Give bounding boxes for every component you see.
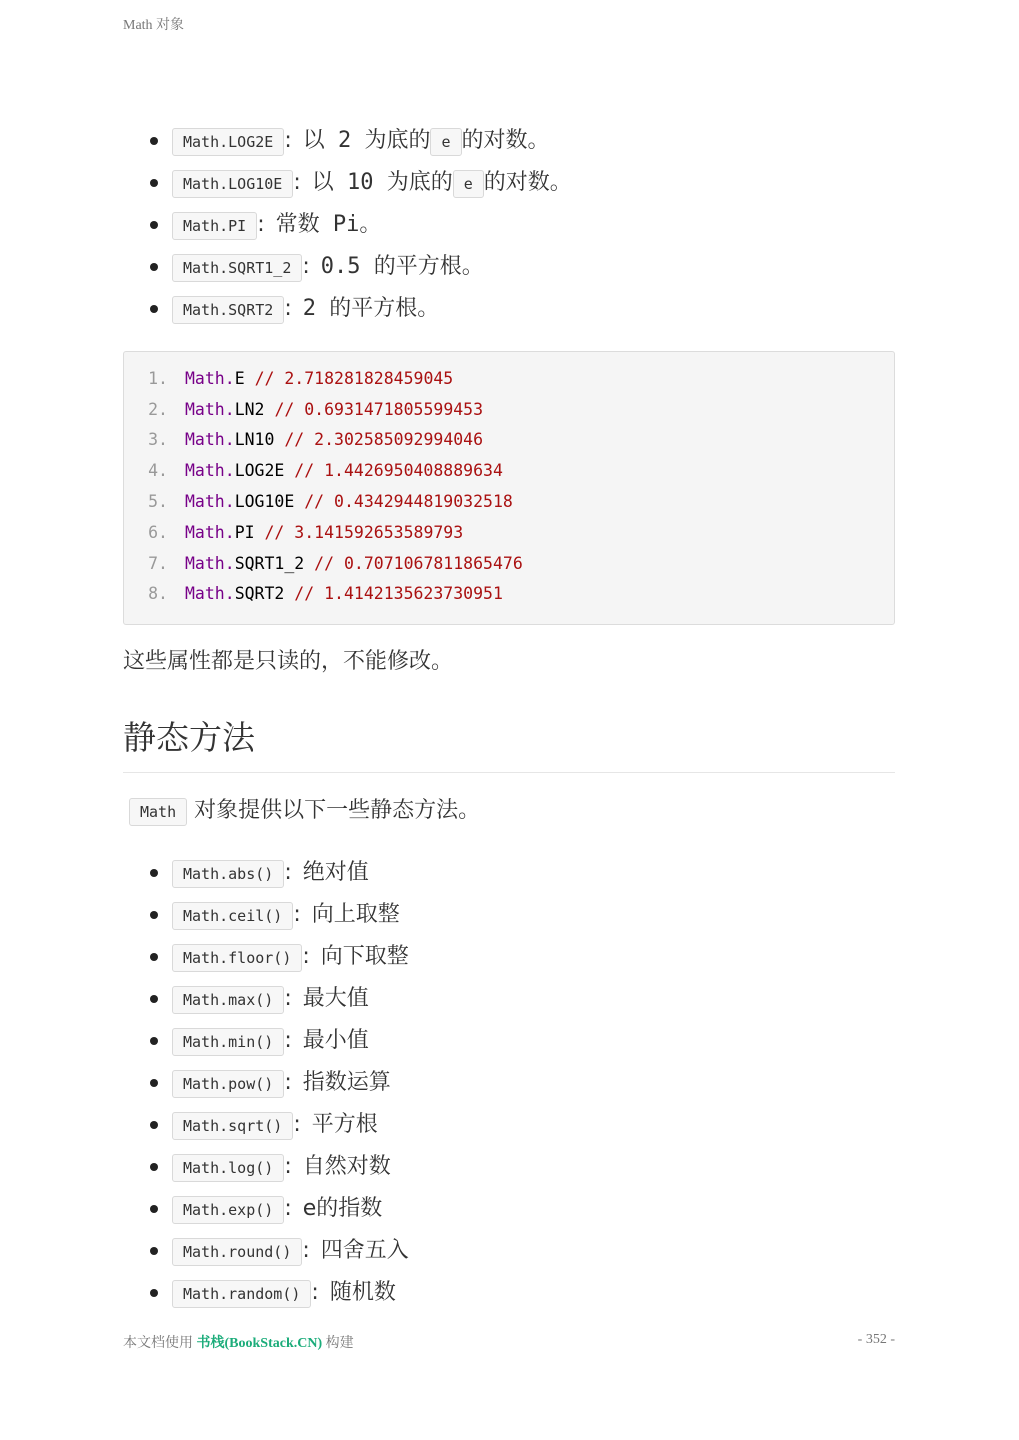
item-description-suffix: 的对数。 [483, 170, 572, 195]
item-description: 0.5 的平方根。 [320, 254, 484, 279]
code-comment: // 0.7071067811865476 [314, 554, 523, 573]
inline-code: Math.min() [172, 1028, 284, 1056]
page-number: - 352 - [857, 1332, 895, 1347]
list-item: Math.pow() : 指数运算 [123, 1062, 895, 1104]
inline-code: Math.LOG2E [172, 128, 284, 156]
item-description: 绝对值 [302, 860, 369, 885]
code-property: E [234, 369, 245, 388]
list-item: Math.abs() : 绝对值 [123, 852, 895, 894]
code-property: LN2 [234, 400, 265, 419]
code-dot: . [224, 369, 235, 388]
code-comment: // 1.4142135623730951 [294, 584, 503, 603]
item-description: 常数 Pi。 [275, 212, 382, 237]
bullet-icon [150, 953, 158, 961]
inline-code: Math.LOG10E [172, 170, 293, 198]
methods-intro [129, 796, 480, 827]
bullet-icon [150, 221, 158, 229]
code-object: Math [185, 584, 225, 603]
list-item: Math.LOG10E : 以 10 为底的 e 的对数。 [123, 162, 895, 204]
item-description: 自然对数 [302, 1154, 391, 1179]
code-object: Math [185, 430, 225, 449]
methods-intro-text: 对象提供以下一些静态方法。 [194, 798, 481, 823]
list-item: Math.SQRT1_2 : 0.5 的平方根。 [123, 246, 895, 288]
code-line [124, 518, 463, 548]
footer-prefix: 本文档使用 [123, 1336, 193, 1351]
inline-code: Math.round() [172, 1238, 302, 1266]
item-description: 随机数 [329, 1280, 396, 1305]
code-dot: . [224, 523, 235, 542]
inline-code: Math.PI [172, 212, 257, 240]
line-number: 8. [148, 584, 168, 603]
footer-suffix: 构建 [325, 1336, 354, 1351]
inline-code: Math.SQRT1_2 [172, 254, 302, 282]
code-object: Math [185, 461, 225, 480]
line-number: 4. [148, 461, 168, 480]
list-item: Math.ceil() : 向上取整 [123, 894, 895, 936]
code-comment: // 2.718281828459045 [254, 369, 454, 388]
inline-code: e [430, 128, 461, 156]
code-line [124, 487, 513, 517]
inline-code: Math.exp() [172, 1196, 284, 1224]
bullet-icon [150, 911, 158, 919]
bullet-icon [150, 179, 158, 187]
list-item: Math.min() : 最小值 [123, 1020, 895, 1062]
running-header: Math 对象 [123, 18, 185, 33]
line-number: 3. [148, 430, 168, 449]
list-item: Math.PI : 常数 Pi。 [123, 204, 895, 246]
code-dot: . [224, 400, 235, 419]
line-number: 5. [148, 492, 168, 511]
code-object: Math [185, 369, 225, 388]
item-description: 2 的平方根。 [302, 296, 440, 321]
item-description: e的指数 [302, 1196, 383, 1221]
code-property: LOG2E [234, 461, 285, 480]
inline-code: Math.log() [172, 1154, 284, 1182]
code-comment: // 2.302585092994046 [284, 430, 484, 449]
line-number: 6. [148, 523, 168, 542]
inline-code: Math [129, 798, 187, 826]
inline-code: Math.SQRT2 [172, 296, 284, 324]
code-comment: // 0.6931471805599453 [274, 400, 484, 419]
inline-code: Math.random() [172, 1280, 311, 1308]
readonly-note: 这些属性都是只读的，不能修改。 [123, 649, 454, 674]
item-description: 最大值 [302, 986, 369, 1011]
inline-code: Math.pow() [172, 1070, 284, 1098]
item-description: 四舍五入 [320, 1238, 409, 1263]
constants-list [123, 120, 895, 330]
code-line [124, 364, 453, 394]
list-item: Math.exp() : e的指数 [123, 1188, 895, 1230]
bullet-icon [150, 1037, 158, 1045]
list-item: Math.SQRT2 : 2 的平方根。 [123, 288, 895, 330]
code-line [124, 579, 503, 609]
code-object: Math [185, 492, 225, 511]
code-comment: // 0.4342944819032518 [304, 492, 513, 511]
code-property: SQRT1_2 [234, 554, 305, 573]
code-property: LN10 [234, 430, 275, 449]
section-heading: 静态方法 [123, 716, 895, 773]
code-dot: . [224, 554, 235, 573]
methods-list [123, 852, 895, 1314]
item-description: 以 10 为底的 [311, 170, 453, 195]
line-number: 1. [148, 369, 168, 388]
code-object: Math [185, 554, 225, 573]
code-block [123, 351, 895, 625]
bullet-icon [150, 1205, 158, 1213]
code-object: Math [185, 400, 225, 419]
inline-code: Math.abs() [172, 860, 284, 888]
list-item: Math.log() : 自然对数 [123, 1146, 895, 1188]
list-item: Math.sqrt() : 平方根 [123, 1104, 895, 1146]
line-number: 2. [148, 400, 168, 419]
code-line [124, 456, 503, 486]
list-item: Math.random() : 随机数 [123, 1272, 895, 1314]
bullet-icon [150, 995, 158, 1003]
code-dot: . [224, 461, 235, 480]
bullet-icon [150, 1289, 158, 1297]
list-item: Math.max() : 最大值 [123, 978, 895, 1020]
code-property: LOG10E [234, 492, 295, 511]
bullet-icon [150, 1163, 158, 1171]
brand-link[interactable]: 书栈(BookStack.CN) [196, 1336, 323, 1351]
list-item: Math.round() : 四舍五入 [123, 1230, 895, 1272]
bullet-icon [150, 1121, 158, 1129]
code-comment: // 1.4426950408889634 [294, 461, 503, 480]
bullet-icon [150, 305, 158, 313]
inline-code: Math.ceil() [172, 902, 293, 930]
code-dot: . [224, 430, 235, 449]
inline-code: Math.sqrt() [172, 1112, 293, 1140]
item-description: 平方根 [311, 1112, 378, 1137]
code-property: SQRT2 [234, 584, 285, 603]
code-dot: . [224, 492, 235, 511]
item-description: 以 2 为底的 [302, 128, 431, 153]
code-object: Math [185, 523, 225, 542]
item-description: 向上取整 [311, 902, 400, 927]
bullet-icon [150, 1079, 158, 1087]
code-dot: . [224, 584, 235, 603]
bullet-icon [150, 869, 158, 877]
inline-code: Math.max() [172, 986, 284, 1014]
bullet-icon [150, 137, 158, 145]
footer-credit [123, 1332, 354, 1352]
item-description: 向下取整 [320, 944, 409, 969]
bullet-icon [150, 263, 158, 271]
item-description: 最小值 [302, 1028, 369, 1053]
code-line [124, 549, 523, 579]
line-number: 7. [148, 554, 168, 573]
item-description: 指数运算 [302, 1070, 391, 1095]
list-item: Math.floor() : 向下取整 [123, 936, 895, 978]
code-property: PI [234, 523, 255, 542]
list-item: Math.LOG2E : 以 2 为底的 e 的对数。 [123, 120, 895, 162]
code-comment: // 3.141592653589793 [264, 523, 464, 542]
code-line [124, 425, 483, 455]
bullet-icon [150, 1247, 158, 1255]
item-description-suffix: 的对数。 [461, 128, 550, 153]
code-line [124, 395, 483, 425]
inline-code: Math.floor() [172, 944, 302, 972]
inline-code: e [453, 170, 484, 198]
